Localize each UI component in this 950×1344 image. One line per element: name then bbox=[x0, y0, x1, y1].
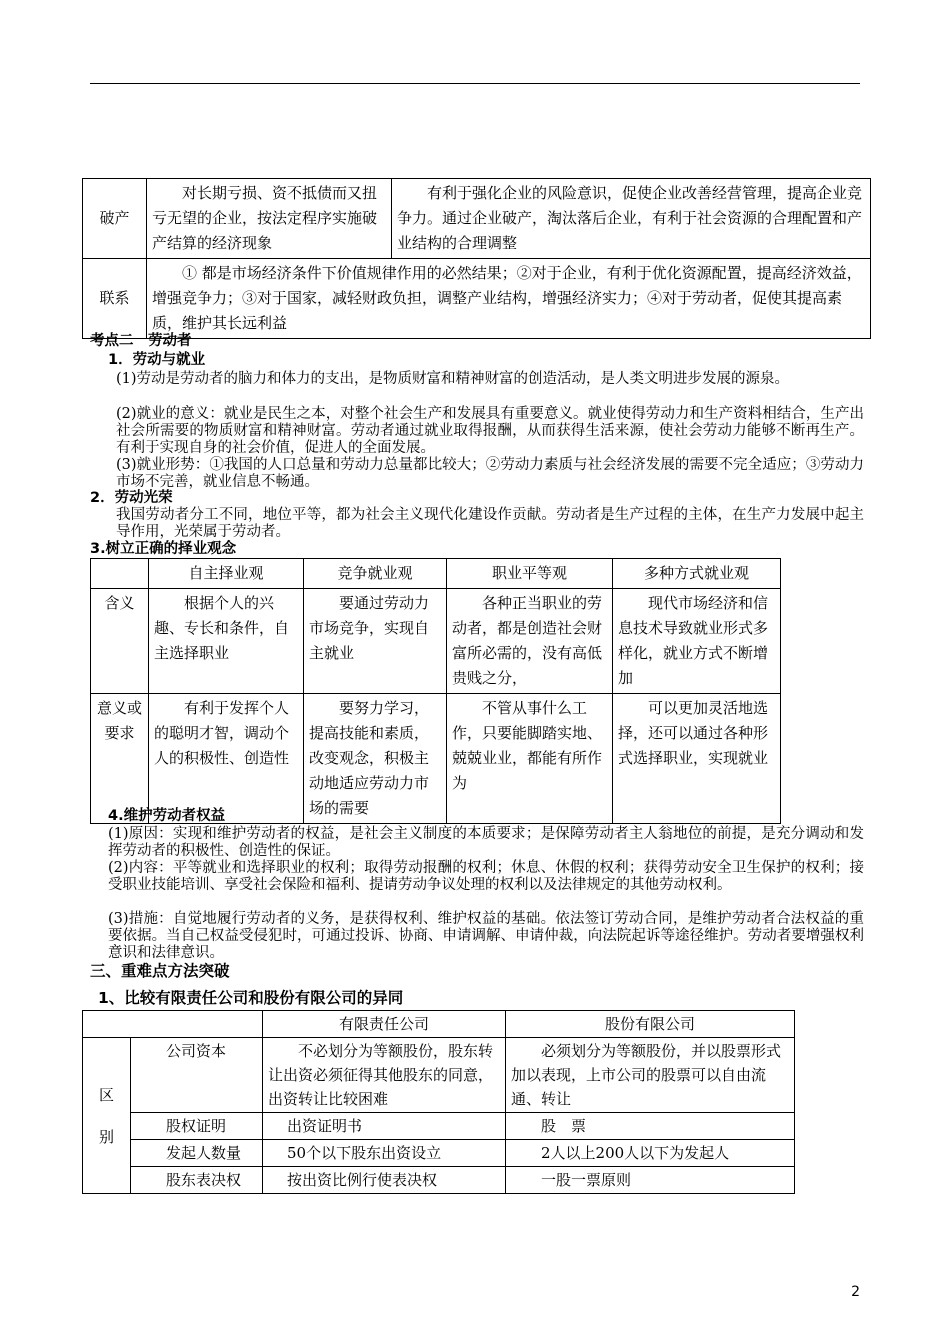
table-row bbox=[83, 179, 871, 259]
table-cell: 不管从事什么工作，只要能脚踏实地、兢兢业业，都能有所作为 bbox=[447, 694, 613, 824]
table-cell: 不必划分为等额股份，股东转让出资必须征得其他股东的同意，出资转让比较困难 bbox=[263, 1038, 506, 1113]
subsection-heading: 1、比较有限责任公司和股份有限公司的异同 bbox=[98, 989, 404, 1007]
table-cell: 股 票 bbox=[506, 1113, 795, 1140]
table-row bbox=[83, 259, 871, 339]
table-cell: 根据个人的兴趣、专长和条件，自主选择职业 bbox=[149, 589, 304, 694]
table-cell: 各种正当职业的劳动者，都是创造社会财富所必需的，没有高低贵贱之分， bbox=[447, 589, 613, 694]
paragraph: (2)就业的意义：就业是民生之本，对整个社会生产和发展具有重要意义。就业使得劳动力和生产资料相结合，生产出社会所需要的物质财富和精神财富。劳动者通过就业取得报酬，从而获得生活来源，使社会劳动力能够不断再生产。有利于实现自身的社会价值，促进人的全面发展。 bbox=[116, 406, 864, 456]
header-rule bbox=[90, 83, 860, 84]
table-cell: 有利于发挥个人的聪明才智，调动个人的积极性、创造性 bbox=[149, 694, 304, 824]
subsection-heading: 2．劳动光荣 bbox=[90, 490, 173, 506]
paragraph: (3)措施：自觉地履行劳动者的义务，是获得权利、维护权益的基础。依法签订劳动合同，是维护劳动者合法权益的重要依据。当自己权益受侵犯时，可通过投诉、协商、申请调解、申请仲裁，向法院起诉等途径维护。劳动者要增强权利意识和法律意识。 bbox=[108, 911, 864, 961]
table-cell: 要通过劳动力市场竞争，实现自主就业 bbox=[304, 589, 447, 694]
header-cell: 职业平等观 bbox=[447, 559, 613, 589]
table-cell: 2人以上200人以下为发起人 bbox=[506, 1140, 795, 1167]
row-label: 意义或要求 bbox=[91, 694, 149, 824]
table-cell: 公司资本 bbox=[131, 1038, 263, 1113]
paragraph: (1)原因：实现和维护劳动者的权益，是社会主义制度的本质要求；是保障劳动者主人翁地位的前提，是充分调动和发挥劳动者的积极性、创造性的保证。 bbox=[108, 826, 864, 859]
table-cell: 现代市场经济和信息技术导致就业形式多样化，就业方式不断增加 bbox=[613, 589, 781, 694]
row-label: 联系 bbox=[83, 259, 147, 339]
table-row bbox=[83, 1140, 795, 1167]
header-cell: 自主择业观 bbox=[149, 559, 304, 589]
table-cell: 对长期亏损、资不抵债而又扭亏无望的企业，按法定程序实施破产结算的经济现象 bbox=[147, 179, 392, 259]
header-cell bbox=[83, 1011, 263, 1038]
table-header-row bbox=[83, 1011, 795, 1038]
header-cell: 有限责任公司 bbox=[263, 1011, 506, 1038]
header-cell: 竞争就业观 bbox=[304, 559, 447, 589]
header-cell bbox=[91, 559, 149, 589]
table-row bbox=[91, 589, 781, 694]
paragraph: (2)内容：平等就业和选择职业的权利；取得劳动报酬的权利；休息、休假的权利；获得劳动安全卫生保护的权利；接受职业技能培训、享受社会保险和福利、提请劳动争议处理的权利以及法律规定的其他劳动权利。 bbox=[108, 860, 864, 893]
table-cell: 按出资比例行使表决权 bbox=[263, 1167, 506, 1194]
table-row bbox=[83, 1167, 795, 1194]
section-heading: 三、重难点方法突破 bbox=[90, 962, 230, 980]
table-cell: 有利于强化企业的风险意识，促使企业改善经营管理，提高企业竞争力。通过企业破产，淘汰落后企业，有利于社会资源的合理配置和产业结构的合理调整 bbox=[392, 179, 871, 259]
table-row bbox=[83, 1038, 795, 1113]
company-comparison-table bbox=[82, 1010, 795, 1194]
subsection-heading: 4.维护劳动者权益 bbox=[108, 808, 226, 824]
career-view-table bbox=[90, 558, 781, 824]
subsection-heading: 3.树立正确的择业观念 bbox=[90, 541, 237, 557]
header-cell: 多种方式就业观 bbox=[613, 559, 781, 589]
table-cell: 股权证明 bbox=[131, 1113, 263, 1140]
table-cell: 50个以下股东出资设立 bbox=[263, 1140, 506, 1167]
row-label: 含义 bbox=[91, 589, 149, 694]
table-row bbox=[83, 1113, 795, 1140]
table-row bbox=[91, 694, 781, 824]
page-number: 2 bbox=[851, 1284, 860, 1300]
paragraph: (1)劳动是劳动者的脑力和体力的支出，是物质财富和精神财富的创造活动，是人类文明进步发展的源泉。 bbox=[116, 371, 790, 387]
group-label-text: 区 别 bbox=[98, 1085, 130, 1146]
bankruptcy-table bbox=[82, 178, 871, 339]
table-cell: 要努力学习，提高技能和素质，改变观念，积极主动地适应劳动力市场的需要 bbox=[304, 694, 447, 824]
table-cell: 发起人数量 bbox=[131, 1140, 263, 1167]
table-cell: 股东表决权 bbox=[131, 1167, 263, 1194]
subsection-heading: 1．劳动与就业 bbox=[108, 352, 206, 368]
row-label: 破产 bbox=[83, 179, 147, 259]
header-cell: 股份有限公司 bbox=[506, 1011, 795, 1038]
table-cell: 一股一票原则 bbox=[506, 1167, 795, 1194]
group-label bbox=[83, 1038, 131, 1194]
table-cell: 必须划分为等额股份，并以股票形式加以表现，上市公司的股票可以自由流通、转让 bbox=[506, 1038, 795, 1113]
paragraph: 我国劳动者分工不同，地位平等，都为社会主义现代化建设作贡献。劳动者是生产过程的主体，在生产力发展中起主导作用，光荣属于劳动者。 bbox=[116, 507, 864, 540]
table-cell: 出资证明书 bbox=[263, 1113, 506, 1140]
paragraph: (3)就业形势：①我国的人口总量和劳动力总量都比较大；②劳动力素质与社会经济发展的需要不完全适应；③劳动力市场不完善，就业信息不畅通。 bbox=[116, 457, 864, 490]
table-cell: 可以更加灵活地选择，还可以通过各种形式选择职业，实现就业 bbox=[613, 694, 781, 824]
table-cell: ① 都是市场经济条件下价值规律作用的必然结果；②对于企业，有利于优化资源配置，提高经济效益，增强竞争力；③对于国家，减轻财政负担，调整产业结构，增强经济实力；④对于劳动者，促使其提高素质，维护其长远利益 bbox=[147, 259, 871, 339]
table-header-row bbox=[91, 559, 781, 589]
section-heading: 考点二 劳动者 bbox=[90, 333, 192, 349]
